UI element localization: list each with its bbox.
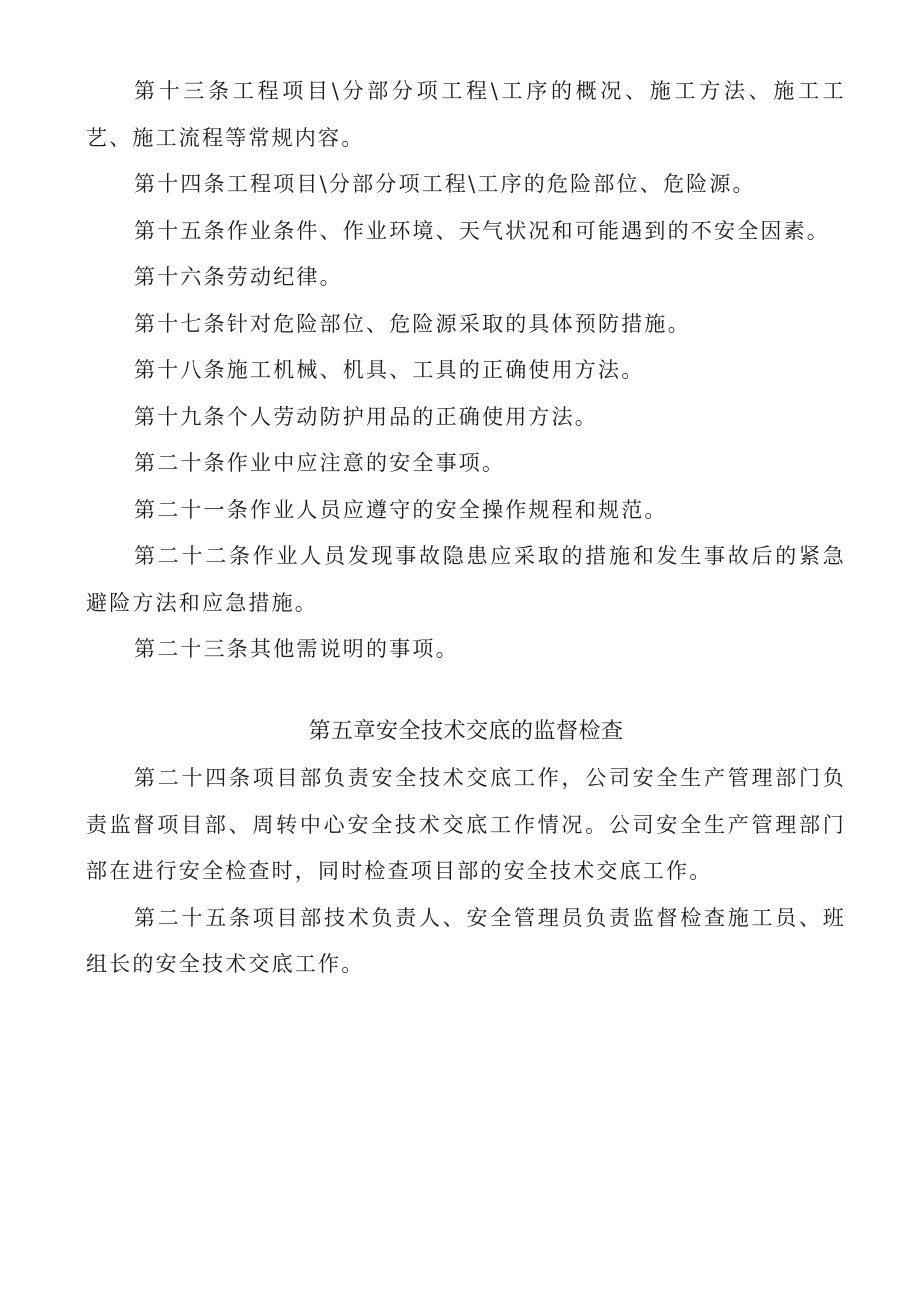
document-body [86, 68, 846, 988]
article-25: 第二十五条项目部技术负责人、安全管理员负责监督检查施工员、班组长的安全技术交底工作。 [86, 905, 846, 976]
chapter-5-title: 第五章安全技术交底的监督检查 [308, 718, 624, 744]
article-17: 第十七条针对危险部位、危险源采取的具体预防措施。 [134, 311, 691, 336]
article-24: 第二十四条项目部负责安全技术交底工作，公司安全生产管理部门负责监督项目部、周转中心安全技术交底工作情况。公司安全生产管理部门部在进行安全检查时，同时检查项目部的安全技术交底工作。 [86, 766, 846, 883]
article-23: 第二十三条其他需说明的事项。 [134, 637, 459, 661]
article-15: 第十五条作业条件、作业环境、天气状况和可能遇到的不安全因素。 [134, 218, 830, 243]
article-19: 第十九条个人劳动防护用品的正确使用方法。 [134, 404, 598, 429]
article-20: 第二十条作业中应注意的安全事项。 [134, 451, 506, 475]
article-22: 第二十二条作业人员发现事故隐患应采取的措施和发生事故后的紧急避险方法和应急措施。 [86, 544, 846, 615]
article-18: 第十八条施工机械、机具、工具的正确使用方法。 [134, 358, 645, 382]
article-14: 第十四条工程项目\分部分项工程\工序的危险部位、危险源。 [134, 172, 756, 196]
article-13: 第十三条工程项目\分部分项工程\工序的概况、施工方法、施工工艺、施工流程等常规内容。 [86, 79, 846, 150]
article-16: 第十六条劳动纪律。 [134, 265, 343, 289]
article-21: 第二十一条作业人员应遵守的安全操作规程和规范。 [134, 497, 668, 522]
